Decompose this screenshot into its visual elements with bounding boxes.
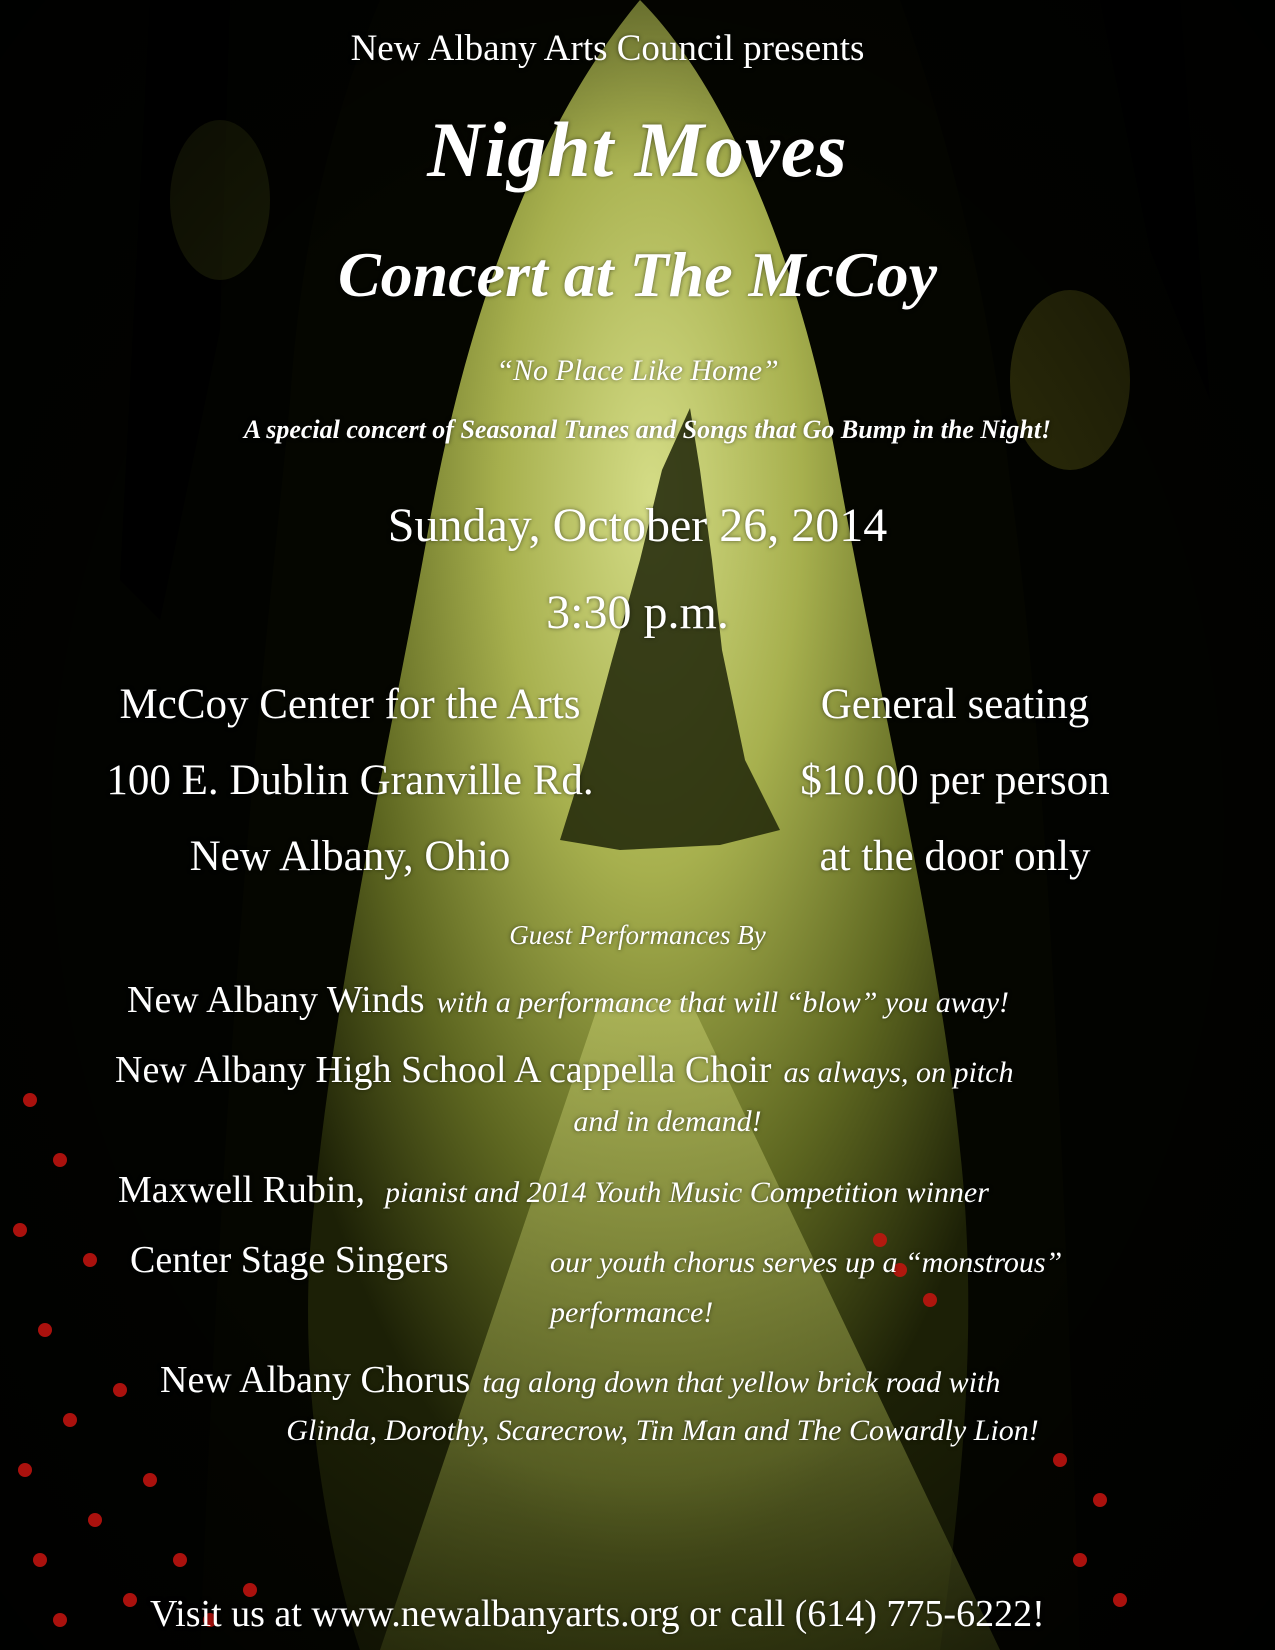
venue-street: 100 E. Dublin Granville Rd. <box>106 757 594 804</box>
presenter-line: New Albany Arts Council presents <box>350 28 865 69</box>
performer-blurb: with a performance that will “blow” you away! <box>436 986 1010 1019</box>
ticket-seating: General seating <box>820 681 1090 728</box>
performer-blurb-continued: performance! <box>550 1296 714 1329</box>
performer-row <box>127 978 1009 1022</box>
performer-blurb: pianist and 2014 Youth Music Competition winner <box>384 1176 989 1209</box>
performer-name: Center Stage Singers <box>130 1239 449 1281</box>
concert-tagline: “No Place Like Home” <box>496 354 779 387</box>
concert-date: Sunday, October 26, 2014 <box>387 499 888 552</box>
performer-blurb: as always, on pitch <box>783 1056 1014 1089</box>
performer-blurb: tag along down that yellow brick road with <box>482 1366 1001 1399</box>
ticket-note: at the door only <box>819 833 1091 880</box>
venue-name: McCoy Center for the Arts <box>119 681 581 728</box>
performer-name: Maxwell Rubin, <box>118 1169 365 1211</box>
concert-time: 3:30 p.m. <box>546 586 729 639</box>
event-subtitle: Concert at The McCoy <box>337 239 938 310</box>
performer-row <box>118 1168 989 1212</box>
performer-row <box>115 1048 1013 1092</box>
performer-name: New Albany Chorus <box>160 1359 471 1401</box>
performer-name: New Albany High School A cappella Choir <box>115 1049 772 1091</box>
concert-description: A special concert of Seasonal Tunes and Songs that Go Bump in the Night! <box>243 415 1052 444</box>
performer-name: New Albany Winds <box>127 979 425 1021</box>
contact-line: Visit us at www.newalbanyarts.org or call (614) 775-6222! <box>150 1593 1045 1635</box>
performer-blurb: our youth chorus serves up a “monstrous” <box>550 1246 1063 1279</box>
performer-blurb-continued: Glinda, Dorothy, Scarecrow, Tin Man and The Cowardly Lion! <box>286 1414 1039 1447</box>
event-title: Night Moves <box>427 106 848 193</box>
guests-heading: Guest Performances By <box>509 920 766 950</box>
performer-blurb-continued: and in demand! <box>573 1105 762 1138</box>
performer-row <box>160 1358 1000 1402</box>
venue-city: New Albany, Ohio <box>189 833 511 880</box>
ticket-price: $10.00 per person <box>800 757 1110 804</box>
